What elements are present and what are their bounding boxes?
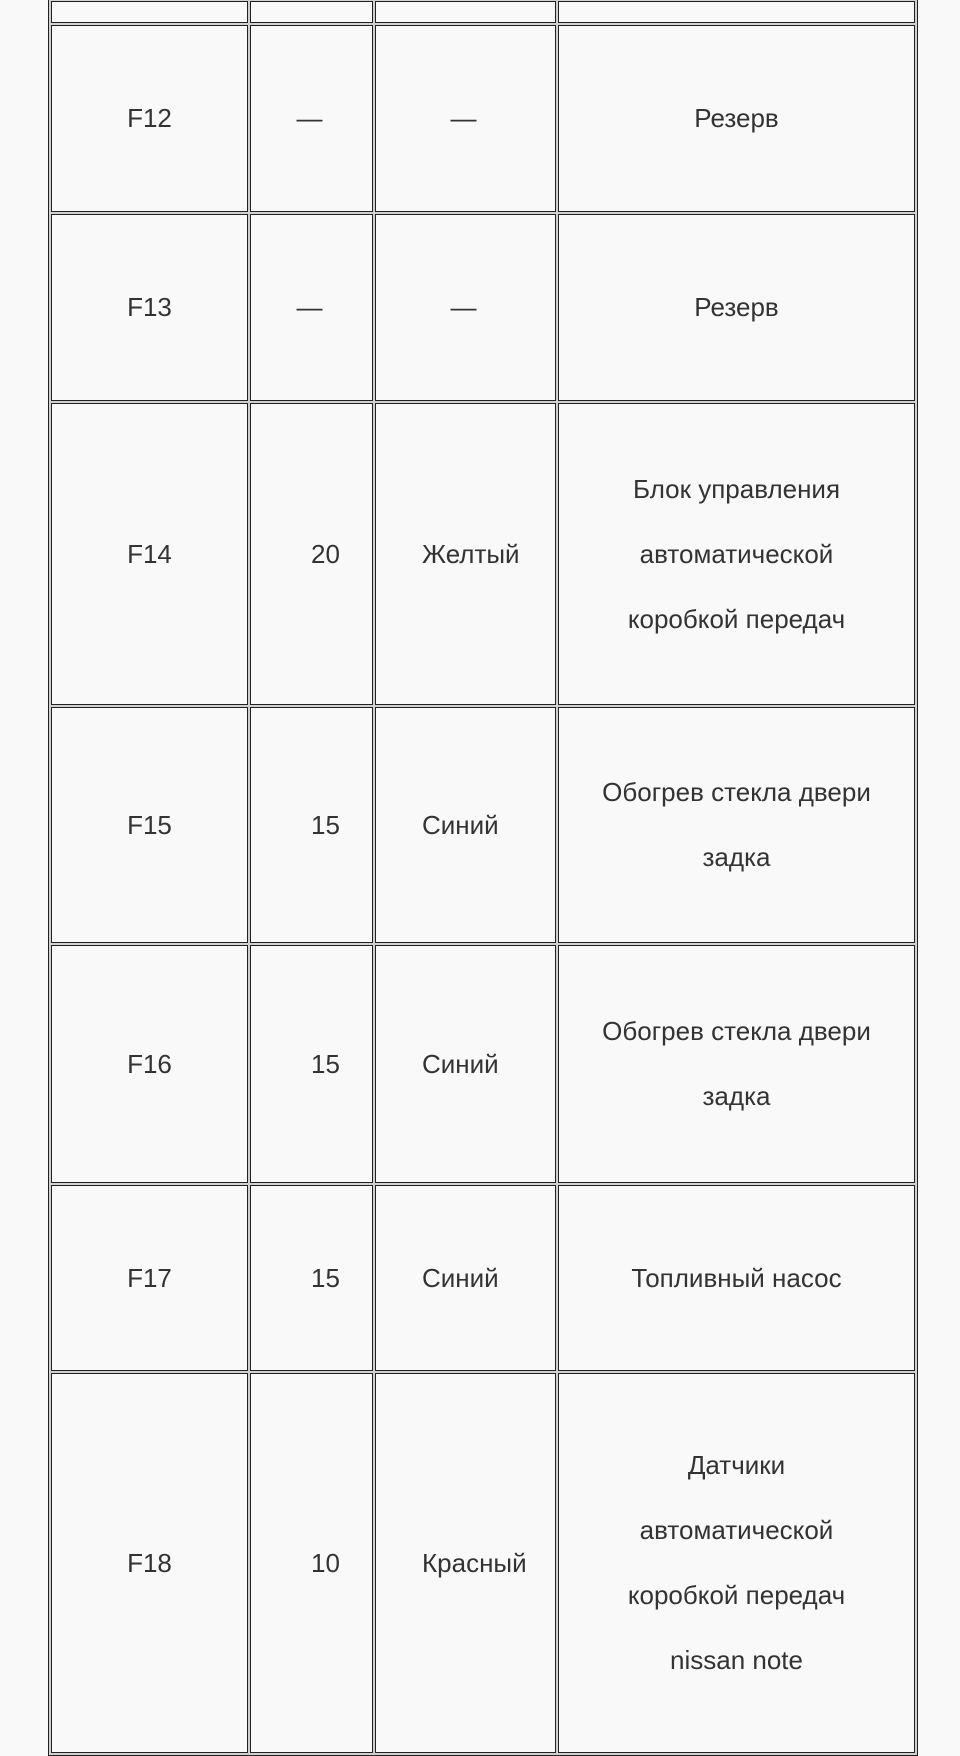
amps-cell: 15 xyxy=(250,1185,373,1371)
color-cell: Желтый xyxy=(375,403,556,705)
color-cell: Синий xyxy=(375,945,556,1183)
fuse-table xyxy=(48,0,918,1756)
color-cell xyxy=(375,1,556,23)
amps-cell: 20 xyxy=(250,403,373,705)
fuse-cell: F14 xyxy=(51,403,248,705)
table-row xyxy=(51,945,915,1183)
color-cell: Красный xyxy=(375,1373,556,1753)
amps-cell xyxy=(250,1,373,23)
fuse-cell: F12 xyxy=(51,25,248,212)
amps-cell: — xyxy=(250,214,373,401)
fuse-cell: F17 xyxy=(51,1185,248,1371)
table-row xyxy=(51,1185,915,1371)
amps-cell: 15 xyxy=(250,707,373,943)
desc-cell xyxy=(558,1,915,23)
amps-cell: 10 xyxy=(250,1373,373,1753)
desc-cell: Датчики автоматической коробкой передач nissan note xyxy=(558,1373,915,1753)
table-row xyxy=(51,1373,915,1753)
desc-cell: Топливный насос xyxy=(558,1185,915,1371)
fuse-cell: F13 xyxy=(51,214,248,401)
amps-cell: — xyxy=(250,25,373,212)
table-row xyxy=(51,707,915,943)
fuse-cell: F15 xyxy=(51,707,248,943)
color-cell: Синий xyxy=(375,1185,556,1371)
fuse-cell xyxy=(51,1,248,23)
desc-cell: Обогрев стекла двери задка xyxy=(558,945,915,1183)
desc-cell: Блок управления автоматической коробкой передач xyxy=(558,403,915,705)
table-row xyxy=(51,1,915,23)
amps-cell: 15 xyxy=(250,945,373,1183)
color-cell: — xyxy=(375,25,556,212)
desc-cell: Резерв xyxy=(558,214,915,401)
desc-cell: Обогрев стекла двери задка xyxy=(558,707,915,943)
fuse-cell: F18 xyxy=(51,1373,248,1753)
table-row xyxy=(51,25,915,212)
desc-cell: Резерв xyxy=(558,25,915,212)
fuse-cell: F16 xyxy=(51,945,248,1183)
color-cell: Синий xyxy=(375,707,556,943)
color-cell: — xyxy=(375,214,556,401)
table-row xyxy=(51,214,915,401)
table-row xyxy=(51,403,915,705)
